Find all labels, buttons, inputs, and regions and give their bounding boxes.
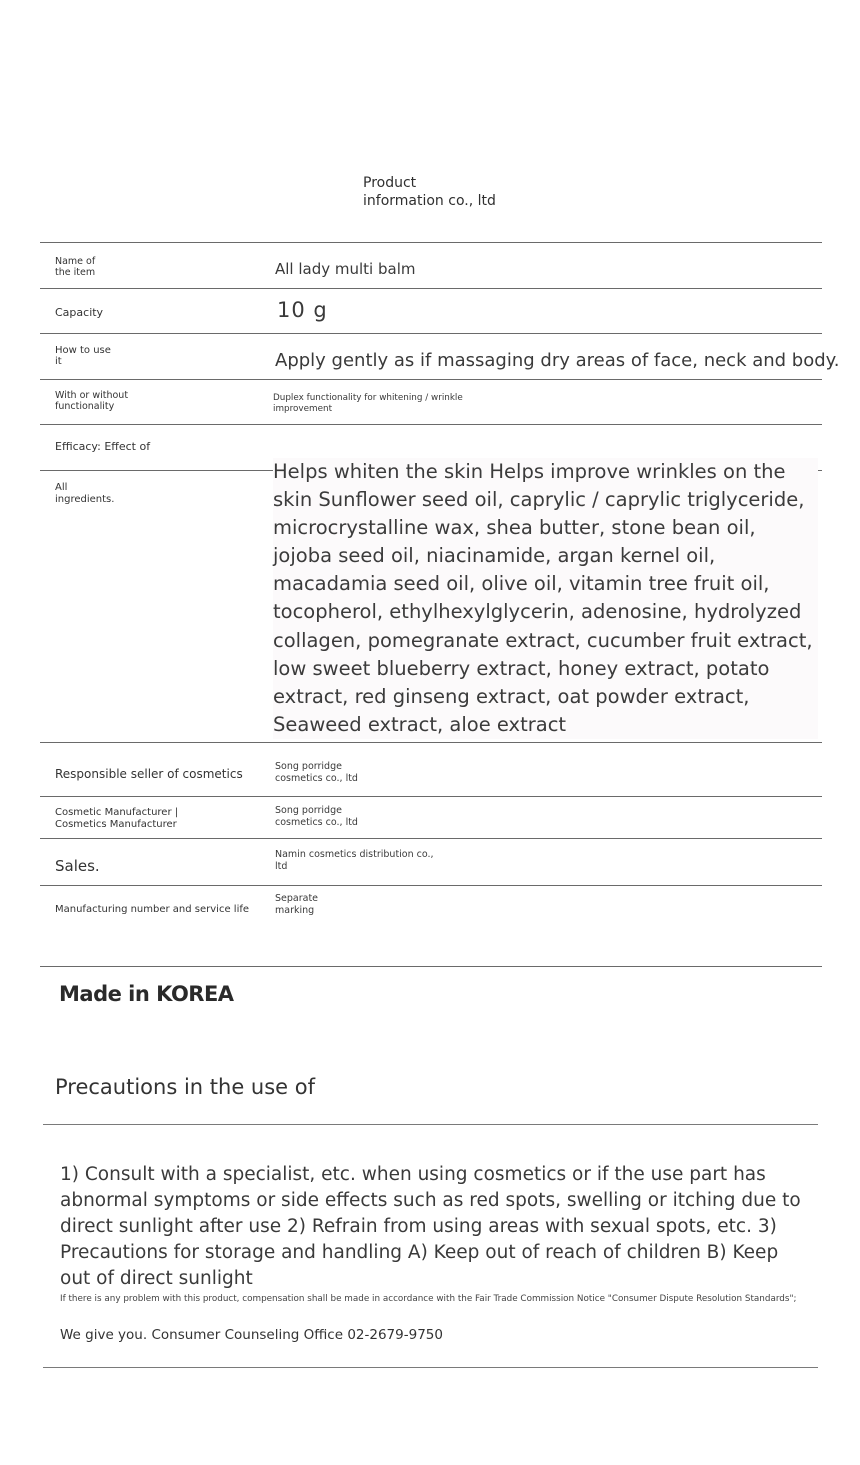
capacity-label: Capacity	[55, 306, 104, 319]
row-divider	[40, 288, 822, 289]
row-divider	[40, 796, 822, 797]
manufacturer-label: Cosmetic Manufacturer | Cosmetics Manufacturer	[55, 807, 179, 830]
efficacy-label: Efficacy: Effect of	[55, 440, 151, 453]
seller-value: Song porridge cosmetics co., ltd	[275, 761, 358, 784]
capacity-value: 10 g	[277, 298, 328, 322]
name-label: Name of the item	[55, 256, 96, 278]
how-to-use-label: How to use it	[55, 345, 111, 367]
precautions-divider	[43, 1124, 818, 1125]
made-in-label: Made in KOREA	[59, 982, 234, 1006]
page-title	[363, 174, 563, 210]
row-divider	[40, 838, 822, 839]
seller-label: Responsible seller of cosmetics	[55, 767, 243, 781]
row-divider	[40, 379, 822, 380]
functionality-value: Duplex functionality for whitening / wrinkle improvement	[273, 393, 463, 414]
functionality-label: With or without functionality	[55, 390, 129, 412]
table-bottom-divider	[40, 966, 822, 967]
name-value: All lady multi balm	[275, 260, 416, 278]
ingredients-label: All ingredients.	[55, 482, 115, 505]
footer-divider	[43, 1367, 818, 1368]
title-line-1: Product	[363, 175, 417, 191]
row-divider	[40, 742, 822, 743]
title-line-2: information co., ltd	[363, 193, 496, 209]
row-divider	[40, 424, 822, 425]
precautions-body: 1) Consult with a specialist, etc. when using cosmetics or if the use part has abnormal symptoms or side effects such as red spots, swelling or itching due to direct sunlight after use 2) Refrain from using areas with sexual spots, etc. 3) Precautions for storage and handling A) Keep out of reach of children B) Keep out of direct sunlight	[60, 1164, 801, 1289]
manufacturer-value: Song porridge cosmetics co., ltd	[275, 805, 358, 828]
consumer-office: We give you. Consumer Counseling Office 02-2679-9750	[60, 1327, 443, 1343]
how-to-use-value: Apply gently as if massaging dry areas of face, neck and body.	[275, 350, 840, 371]
mfg-number-label: Manufacturing number and service life	[55, 904, 250, 915]
precautions-title: Precautions in the use of	[55, 1075, 315, 1099]
mfg-number-value: Separate marking	[275, 893, 319, 916]
sales-value: Namin cosmetics distribution co., ltd	[275, 849, 434, 872]
ingredients-value: Helps whiten the skin Helps improve wrinkles on the skin Sunflower seed oil, caprylic / caprylic triglyceride, microcrystalline wax, shea butter, stone bean oil, jojoba seed oil, niacinamide, argan kernel oil, macadamia seed oil, olive oil, vitamin tree fruit oil, tocopherol, ethylhexylglycerin, adenosine, hydrolyzed collagen, pomegranate extract, cucumber fruit extract, low sweet blueberry extract, honey extract, potato extract, red ginseng extract, oat powder extract, Seaweed extract, aloe extract	[273, 458, 818, 739]
compensation-notice: If there is any problem with this product, compensation shall be made in accordance with the Fair Trade Commission Notice "Consumer Dispute Resolution Standards";	[60, 1294, 797, 1304]
table-top-divider	[40, 242, 822, 243]
row-divider	[40, 333, 822, 334]
row-divider	[40, 885, 822, 886]
sales-label: Sales.	[55, 857, 100, 875]
